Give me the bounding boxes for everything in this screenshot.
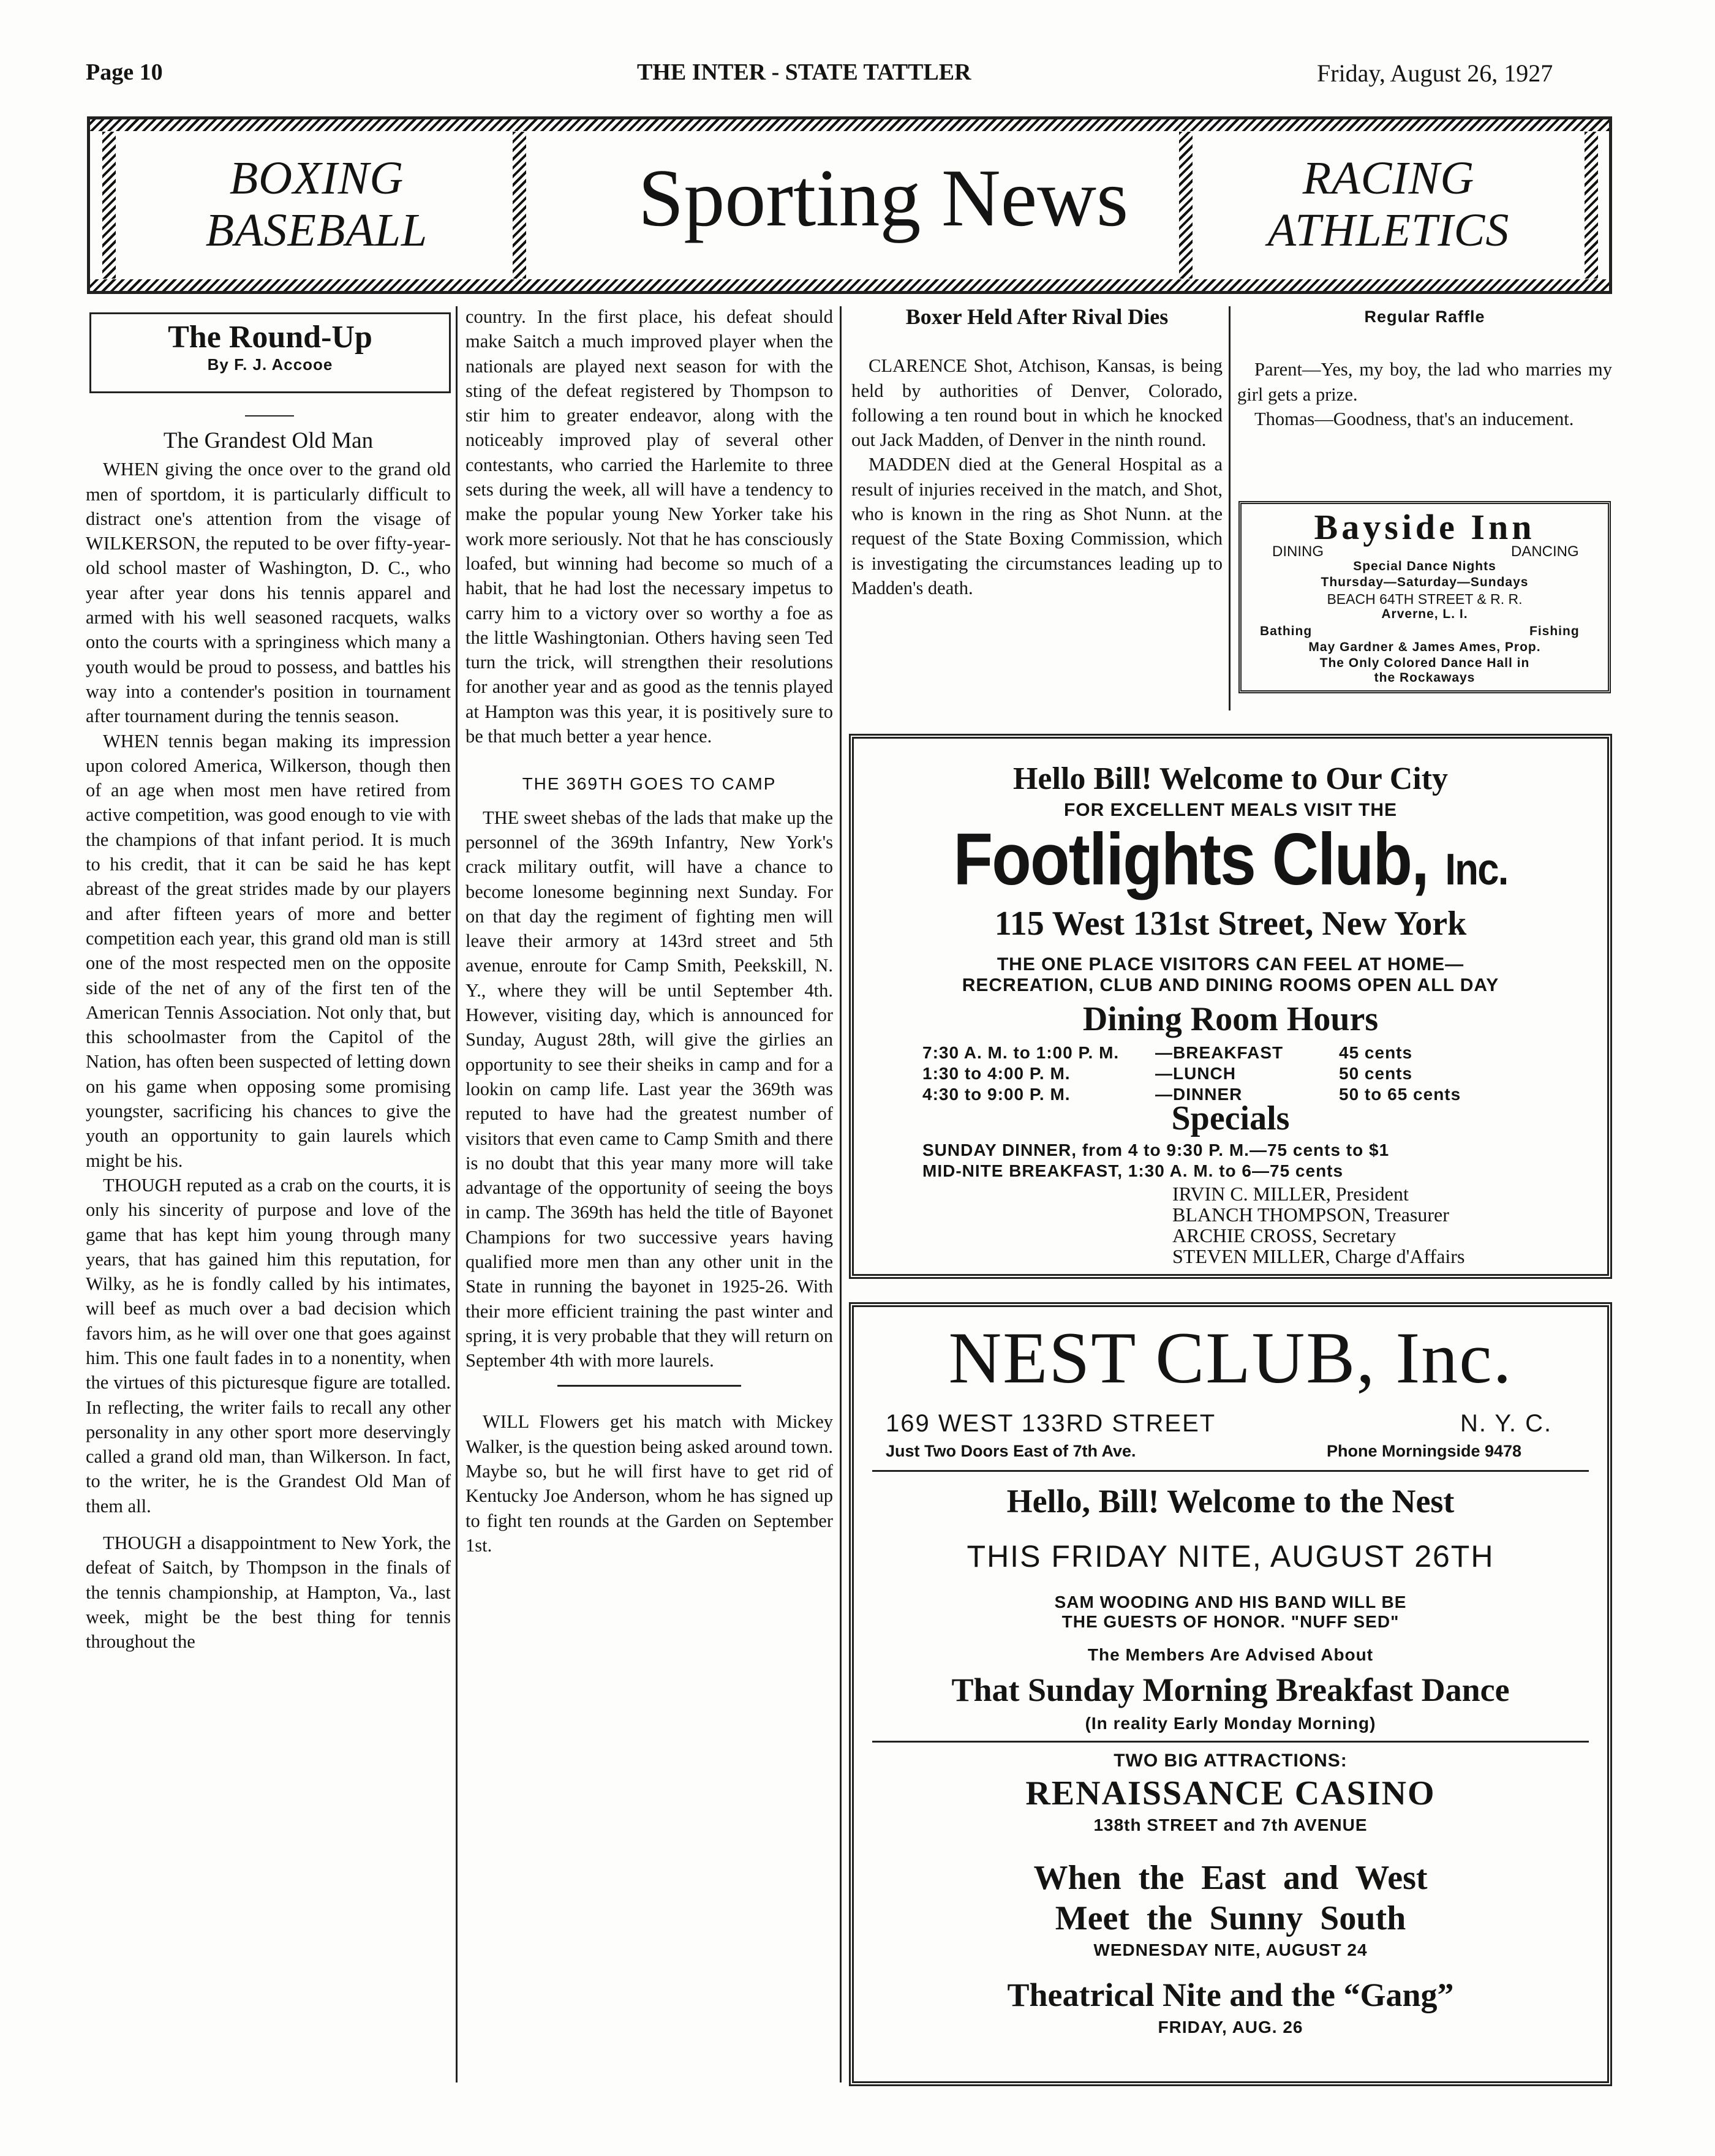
column-rule-3 <box>1229 306 1231 710</box>
bayside-line-3: BEACH 64TH STREET & R. R. <box>1327 591 1523 607</box>
footlights-address: 115 West 131st Street, New York <box>994 905 1467 943</box>
nest-line-1: SAM WOODING AND HIS BAND WILL BE <box>1054 1593 1407 1611</box>
footlights-staff <box>1172 1183 1464 1267</box>
bayside-line-6: The Only Colored Dance Hall in <box>1319 656 1530 670</box>
roundup-paragraph-1: WHEN giving the once over to the grand old men of sportdom, it is particularly difficult to distract one's attention from the visage of WILKERSON, the reputed to be over fifty-year-old school master of Washington, D. C., who year after year dons his tennis apparel and armed with his well seasoned racquets, walks onto the courts with a springiness which many a youth would be proud to possess, and battles his way into a contender's position in tournament after tournament during the tennis season. <box>86 459 451 727</box>
hours-meal: —BREAKFAST <box>1155 1043 1284 1062</box>
footlights-hello: Hello Bill! Welcome to Our City <box>1012 761 1449 796</box>
banner-hatch-right <box>1585 132 1598 279</box>
raffle-paragraph-2: Thomas—Goodness, that's an inducement. <box>1254 408 1574 429</box>
footlights-special-1: SUNDAY DINNER, from 4 to 9:30 P. M.—75 cents to $1 <box>922 1140 1390 1159</box>
column-rule-1 <box>456 306 458 2082</box>
nest-east-west-2: Meet the Sunny South <box>1055 1899 1406 1937</box>
hours-price: 50 cents <box>1339 1064 1413 1083</box>
column-rule-2 <box>840 306 842 2082</box>
sporting-news-banner <box>87 116 1612 294</box>
raffle-headline: Regular Raffle <box>1364 307 1485 326</box>
nest-phone: Phone Morningside 9478 <box>1327 1442 1522 1460</box>
footlights-sub: FOR EXCELLENT MEALS VISIT THE <box>1063 800 1398 820</box>
roundup-column <box>86 429 451 1654</box>
hours-row-breakfast <box>922 1042 1547 1063</box>
nest-reality: (In reality Early Monday Morning) <box>1085 1714 1376 1733</box>
nest-line-3: The Members Are Advised About <box>1087 1645 1374 1664</box>
banner-racing: RACING <box>1302 153 1475 204</box>
banner-left-text <box>157 153 476 257</box>
nest-club-ad <box>849 1302 1612 2086</box>
bayside-line-4: Arverne, L. I. <box>1381 607 1468 621</box>
footlights-hours-title: Dining Room Hours <box>1082 1000 1379 1038</box>
hours-price: 50 to 65 cents <box>1339 1085 1461 1104</box>
banner-baseball: BASEBALL <box>205 205 428 257</box>
nest-city: N. Y. C. <box>1460 1410 1553 1437</box>
bayside-dining: DINING <box>1272 543 1324 560</box>
bayside-line-2: Thursday—Saturday—Sundays <box>1321 575 1529 589</box>
banner-hatch-mid-left <box>513 132 526 279</box>
bayside-inn-ad <box>1238 501 1611 693</box>
banner-title: Sporting News <box>638 153 1129 243</box>
footlights-name: Footlights Club, <box>953 818 1428 900</box>
hours-time: 7:30 A. M. to 1:00 P. M. <box>922 1043 1120 1062</box>
staff-charge: STEVEN MILLER, Charge d'Affairs <box>1172 1245 1465 1267</box>
nest-east-west-1: When the East and West <box>1033 1859 1428 1897</box>
bayside-bathing: Bathing <box>1260 624 1313 638</box>
footlights-inc: Inc. <box>1445 845 1508 894</box>
nest-theatrical: Theatrical Nite and the “Gang” <box>1007 1977 1454 2013</box>
roundup-rule <box>245 415 294 417</box>
roundup-paragraph-3: THOUGH reputed as a crab on the courts, it is only his sincerity of purpose and love of the game that has kept him young through many years, that has gained him this reputation, for Wilky, as he is fondly called by his intimates, will beef as much over a bad decision which favors him, as he will over one that goes against him. This one fault fades in to a nonentity, when the virtues of this picturesque figure are totalled. In reflecting, the writer fails to recall any other personality in any other sport more deservingly called a grand old man, than Wilkerson. In fact, to the writer, he is the Grandest Old Man of them all. <box>86 1174 451 1517</box>
raffle-story <box>1237 304 1612 431</box>
roundup-subhead: The Grandest Old Man <box>163 428 374 453</box>
footlights-hours-table <box>922 1042 1547 1105</box>
nest-name: NEST CLUB, Inc. <box>948 1317 1513 1398</box>
hours-meal: —LUNCH <box>1155 1064 1236 1083</box>
roundup-title: The Round-Up <box>168 320 372 355</box>
boxer-headline: Boxer Held After Rival Dies <box>905 304 1169 329</box>
hours-row-lunch <box>922 1063 1547 1084</box>
nest-near: Just Two Doors East of 7th Ave. <box>886 1442 1136 1460</box>
col2-paragraph-1: country. In the first place, his defeat should make Saitch a much improved player when the nationals are played next season for with the sting of the defeat registered by Thompson to stir him to greater endeavor, along with the noticeably improved play of several other contestants, who carried the Harlemite to three sets during the week, all will have a tendency to make the popular young New Yorker take his work more seriously. Not that he has consciously loafed, but winning had become so much of a habit, that he had lost the necessary impetus to carry him to a victory over so worthy a foe as the little Washingtonian. Others having seen Ted turn the trick, will strengthen their resolutions for another year and as good as the tennis played at Hampton was this year, it is positively sure to be that much better a year hence. <box>466 306 833 747</box>
footlights-special-2: MID-NITE BREAKFAST, 1:30 A. M. to 6—75 cents <box>922 1161 1344 1180</box>
banner-hatch-left <box>102 132 116 279</box>
nest-street: 169 WEST 133RD STREET <box>886 1410 1216 1437</box>
boxer-paragraph-1: CLARENCE Shot, Atchison, Kansas, is being held by authorities of Denver, Colorado, following a ten round bout in which he knocked out Jack Madden, of Denver in the ninth round. <box>851 355 1223 451</box>
hours-time: 4:30 to 9:00 P. M. <box>922 1085 1071 1104</box>
issue-date: Friday, August 26, 1927 <box>1317 59 1553 87</box>
hours-price: 45 cents <box>1339 1043 1413 1062</box>
hours-meal: —DINNER <box>1155 1085 1243 1104</box>
bayside-fishing: Fishing <box>1529 624 1580 638</box>
nest-breakfast: That Sunday Morning Breakfast Dance <box>951 1672 1510 1708</box>
nest-wednesday: WEDNESDAY NITE, AUGUST 24 <box>1093 1940 1368 1959</box>
bayside-line-7: the Rockaways <box>1374 671 1476 685</box>
nest-friday: THIS FRIDAY NITE, AUGUST 26TH <box>967 1539 1494 1574</box>
banner-boxing: BOXING <box>229 153 404 204</box>
nest-friday-date: FRIDAY, AUG. 26 <box>1158 2018 1303 2037</box>
bayside-line-5: May Gardner & James Ames, Prop. <box>1308 640 1541 654</box>
nest-rule-2 <box>872 1741 1589 1743</box>
nest-rule-1 <box>872 1470 1589 1472</box>
nest-casino-address: 138th STREET and 7th AVENUE <box>1093 1815 1368 1834</box>
boxer-story <box>851 304 1223 600</box>
col2-head-369th: THE 369TH GOES TO CAMP <box>522 774 777 794</box>
column-two <box>466 304 833 1558</box>
footlights-name-row <box>899 817 1562 902</box>
roundup-header-box <box>89 312 451 393</box>
hours-time: 1:30 to 4:00 P. M. <box>922 1064 1071 1083</box>
footlights-line-1: THE ONE PLACE VISITORS CAN FEEL AT HOME— <box>997 954 1464 974</box>
roundup-byline: By F. J. Accooe <box>207 355 333 374</box>
page-number: Page 10 <box>86 59 163 85</box>
bayside-line-1: Special Dance Nights <box>1353 559 1496 573</box>
col2-paragraph-3: WILL Flowers get his match with Mickey Walker, is the question being asked around town. Maybe so, but he will first have to get rid of Kentucky Joe Anderson, whom he has signed up to fight ten rounds at the Garden on September 1st. <box>466 1411 833 1556</box>
footlights-club-ad <box>849 734 1612 1279</box>
staff-president: IRVIN C. MILLER, President <box>1172 1183 1409 1205</box>
staff-secretary: ARCHIE CROSS, Secretary <box>1172 1224 1396 1246</box>
footlights-specials-title: Specials <box>1171 1099 1290 1137</box>
nest-line-2: THE GUESTS OF HONOR. "NUFF SED" <box>1061 1612 1400 1631</box>
bayside-name: Bayside Inn <box>1314 507 1536 547</box>
col2-paragraph-2: THE sweet shebas of the lads that make up the personnel of the 369th Infantry, New York's crack military outfit, will have a chance to become lonesome beginning next Sunday. For on that day the regiment of fighting men will leave their armory at 143rd street and 5th avenue, enroute for Camp Smith, Peekskill, N. Y., where they will be until September 4th. However, visiting day, which is announced for Sunday, August 28th, will give the girlies an opportunity to see their sheiks in camp and for a lookin on camp life. Last year the 369th was reputed to have had the greatest number of visitors that even came to Camp Smith and there is no doubt that this year many more will take advantage of the opportunity of seeing the boys in camp. The 369th has held the title of Bayonet Champions for two successive years having qualified more men than any other unit in the State in running the bayonet in 1925-26. With their more efficient training the past winter and spring, it is very probable that they will return on September 4th with more laurels. <box>466 807 833 1371</box>
boxer-paragraph-2: MADDEN died at the General Hospital as a result of injuries received in the match, and Shot, who is known in the ring as Shot Nunn. at the request of the State Boxing Commission, which is investigating the circumstances leading up to Madden's death. <box>851 454 1223 598</box>
roundup-paragraph-2: WHEN tennis began making its impression upon colored America, Wilkerson, though then of an age when most men have retired from active competition, was good enough to vie with the champions of that infant period. It is much to his credit, that it can be said he has kept abreast of the great strides made by our players and after fifteen years of more and better competition each year, this grand old man is still one of the most respected men on the opposite side of the net of any of the first ten of the American Tennis Association. Not only that, but this schoolmaster from the Capitol of the Nation, has often been suspected of letting down on his game when opposing some promising youngster, sacrificing his chances to give the youth an opportunity to gain laurels which might be his. <box>86 730 451 1171</box>
nest-two-attractions: TWO BIG ATTRACTIONS: <box>1114 1751 1348 1771</box>
banner-right-text <box>1229 153 1548 257</box>
banner-athletics: ATHLETICS <box>1267 205 1510 257</box>
raffle-paragraph-1: Parent—Yes, my boy, the lad who marries my girl gets a prize. <box>1237 359 1612 405</box>
nest-hello: Hello, Bill! Welcome to the Nest <box>1006 1483 1455 1520</box>
staff-treasurer: BLANCH THOMPSON, Treasurer <box>1172 1204 1449 1226</box>
roundup-paragraph-4: THOUGH a disappointment to New York, the defeat of Saitch, by Thompson in the finals of the tennis championship, at Hampton, Va., last week, might be the best thing for tennis throughout the <box>86 1532 451 1653</box>
nest-casino: RENAISSANCE CASINO <box>1025 1774 1436 1812</box>
footlights-line-2: RECREATION, CLUB AND DINING ROOMS OPEN ALL DAY <box>962 975 1499 995</box>
bayside-dancing: DANCING <box>1511 543 1579 560</box>
paper-name: THE INTER - STATE TATTLER <box>637 59 971 85</box>
